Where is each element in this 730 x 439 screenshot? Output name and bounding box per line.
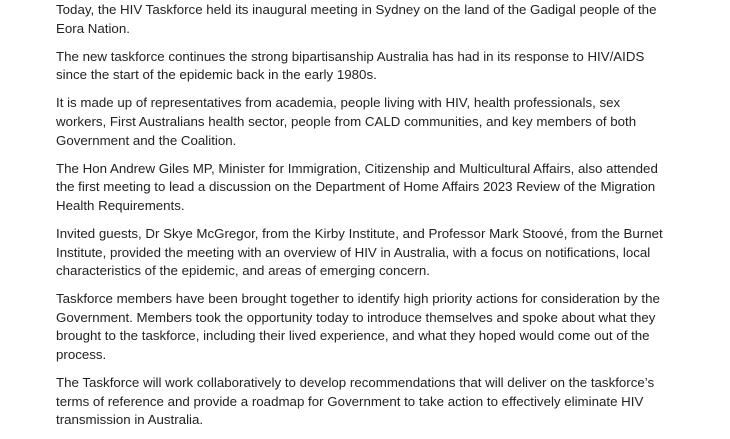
text-line: the first meeting to lead a discussion on the Department of Home Affairs 2023 Review of the Migration [56, 179, 656, 195]
text-line: characteristics of the epidemic, and areas of emerging concern. [56, 263, 430, 279]
text-line: Taskforce members have been brought together to identify high priority actions for consideration by the [56, 291, 660, 307]
text-line: Government and the Coalition. [56, 132, 237, 148]
paragraph [56, 1, 716, 38]
text-line: since the start of the epidemic back in the early 1980s. [56, 67, 377, 83]
text-line: Government. Members took the opportunity today to introduce themselves and spoke about what they [56, 309, 656, 325]
text-line: terms of reference and provide a roadmap for Government to take action to effectively eliminate HIV [56, 393, 644, 409]
paragraph [56, 290, 716, 364]
text-line: brought to the taskforce, including their lived experience, and what they hoped would come out of the [56, 328, 650, 344]
paragraph [56, 160, 716, 216]
text-line: workers, First Australians health sector, people from CALD communities, and key members of both [56, 113, 637, 129]
paragraph [56, 48, 716, 85]
text-line: Invited guests, Dr Skye McGregor, from the Kirby Institute, and Professor Mark Stoové, from the Burnet [56, 225, 663, 241]
paragraph [56, 374, 716, 430]
paragraph [56, 94, 716, 150]
text-line: Health Requirements. [56, 197, 185, 213]
text-line: Today, the HIV Taskforce held its inaugural meeting in Sydney on the land of the Gadigal people of the [56, 2, 657, 17]
text-line: The Hon Andrew Giles MP, Minister for Immigration, Citizenship and Multicultural Affairs, also attended [56, 160, 658, 176]
document-body [56, 1, 716, 439]
text-line: The Taskforce will work collaboratively to develop recommendations that will deliver on the taskforce’s [56, 375, 655, 391]
paragraph [56, 225, 716, 281]
text-line: transmission in Australia. [56, 412, 204, 428]
text-line: process. [56, 347, 107, 362]
text-line: The new taskforce continues the strong bipartisanship Australia has had in its response to HIV/AIDS [56, 48, 645, 64]
text-line: Institute, provided the meeting with an overview of HIV in Australia, with a focus on notifications, local [56, 244, 651, 260]
text-line: It is made up of representatives from academia, people living with HIV, health professionals, sex [56, 95, 621, 111]
text-line: Eora Nation. [56, 20, 130, 36]
